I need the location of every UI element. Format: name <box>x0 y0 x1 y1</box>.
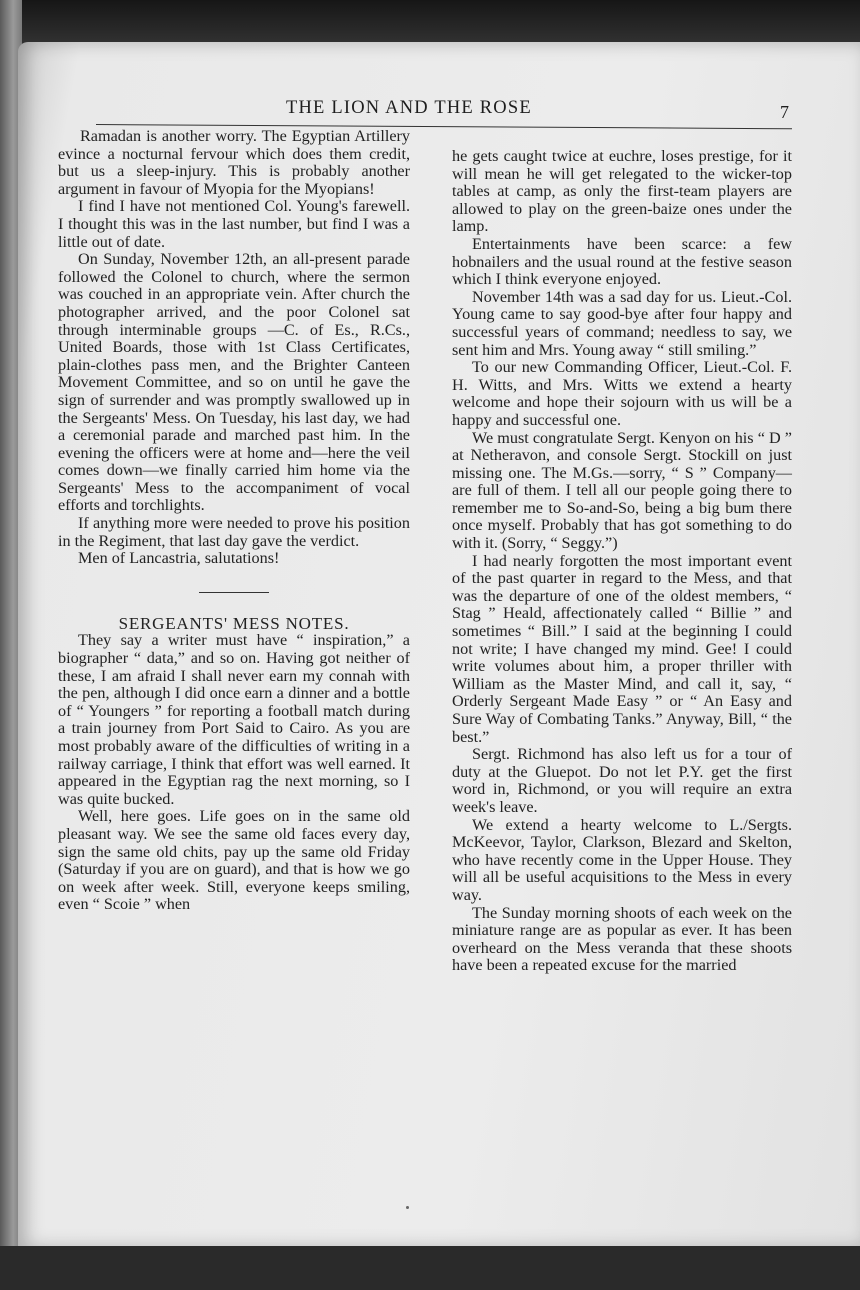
paragraph: The Sunday morning shoots of each week on the miniature range are as popular as ever. It has been overheard on the Mess veranda that these shoots have been a repeated excuse for the married <box>452 903 792 975</box>
paragraph: To our new Commanding Officer, Lieut.-Col. F. H. Witts, and Mrs. Witts we extend a hearty welcome and hope their sojourn with us will be a happy and successful one. <box>452 358 792 429</box>
paragraph-continuation: he gets caught twice at euchre, loses prestige, for it will mean he will get relegated to the wicker-top tables at camp, as only the first-team players are allowed to play on the green-baize ones under the lamp. <box>452 147 792 236</box>
paragraph: Entertainments have been scarce: a few hobnailers and the usual round at the festive season which I think everyone enjoyed. <box>452 234 792 289</box>
running-head: THE LION AND THE ROSE <box>286 98 532 118</box>
paragraph: I find I have not mentioned Col. Young's farewell. I thought this was in the last number, but find I was a little out of date. <box>58 197 410 251</box>
paragraph: Well, here goes. Life goes on in the same old pleasant way. We see the same old faces every day, sign the same old chits, pay up the same old Friday (Saturday if you are on guard), and that is how we go on week after week. Still, everyone keeps smiling, even “ Scoie ” when <box>58 807 410 914</box>
paragraph: We must congratulate Sergt. Kenyon on his “ D ” at Netheravon, and console Sergt. Stockill on just missing one. The M.Gs.—sorry, “ S ” Company—are full of them. I tell all our people going there to remember me to So-and-So, being a big bum there once myself. Probably that has got something to do with it. (Sorry, “ Seggy.”) <box>452 428 792 553</box>
section-divider <box>199 592 269 593</box>
paragraph: Men of Lancastria, salutations! <box>78 549 280 568</box>
paragraph: Sergt. Richmond has also left us for a tour of duty at the Gluepot. Do not let P.Y. get the first word in, Richmond, or you will require an extra week's leave. <box>452 745 792 816</box>
paragraph: They say a writer must have “ inspiration,” a biographer “ data,” and so on. Having got neither of these, I am afraid I shall never earn my connah with the pen, although I did once earn a dinner and a bottle of “ Youngers ” for reporting a football match during a train journey from Port Said to Cairo. As you are most probably aware of the difficulties of writing in a railway carriage, I think that effort was well earned. It appeared in the Egyptian rag the next morning, so I was quite bucked. <box>58 631 410 808</box>
paragraph: I had nearly forgotten the most important event of the past quarter in regard to the Mess, and that was the departure of one of the oldest members, “ Stag ” Heald, affectionately called “ Billie ” and sometimes “ Bill.” I said at the beginning I could not write; I have changed my mind. Gee! I could write volumes about him, a proper thriller with William as the Master Mind, and call it, say, “ Orderly Sergeant Made Easy ” or “ An Easy and Sure Way of Combating Tanks.” Anyway, Bill, “ the best.” <box>452 551 792 746</box>
page-number: 7 <box>780 102 789 122</box>
paragraph: On Sunday, November 12th, an all-present parade followed the Colonel to church, where the sermon was couched in an appropriate vein. After church the photographer arrived, and the poor Colonel sat through interminable groups —C. of Es., R.Cs., United Boards, those with 1st Class Certificates, plain-clothes pass men, and the Brighter Canteen Movement Committee, and so on until he gave the sign of surrender and was promptly swallowed up in the Sergeants' Mess. On Tuesday, his last day, we had a ceremonial parade and marched past him. In the evening the officers were at home and—here the veil comes down—we finally carried him home via the Sergeants' Mess to the accompaniment of vocal efforts and torchlights. <box>58 250 410 515</box>
dark-background-bottom <box>0 1246 860 1290</box>
right-column <box>452 148 792 975</box>
paragraph: If anything more were needed to prove his position in the Regiment, that last day gave the verdict. <box>58 514 410 550</box>
paragraph: Ramadan is another worry. The Egyptian Artillery evince a nocturnal fervour which does them credit, but us a sleep-injury. This is probably another argument in favour of Myopia for the Myopians! <box>58 127 410 198</box>
left-column <box>58 128 410 914</box>
paragraph: November 14th was a sad day for us. Lieut.-Col. Young came to say good-bye after four happy and successful years of command; needless to say, we sent him and Mrs. Young away “ still smiling.” <box>452 287 792 359</box>
ink-speck <box>406 1206 409 1209</box>
paragraph: We extend a hearty welcome to L./Sergts. McKeevor, Taylor, Clarkson, Blezard and Skelton, who have recently come in the Upper House. They will all be useful acquisitions to the Mess in every way. <box>452 815 792 904</box>
section-title: SERGEANTS' MESS NOTES. <box>118 613 350 633</box>
